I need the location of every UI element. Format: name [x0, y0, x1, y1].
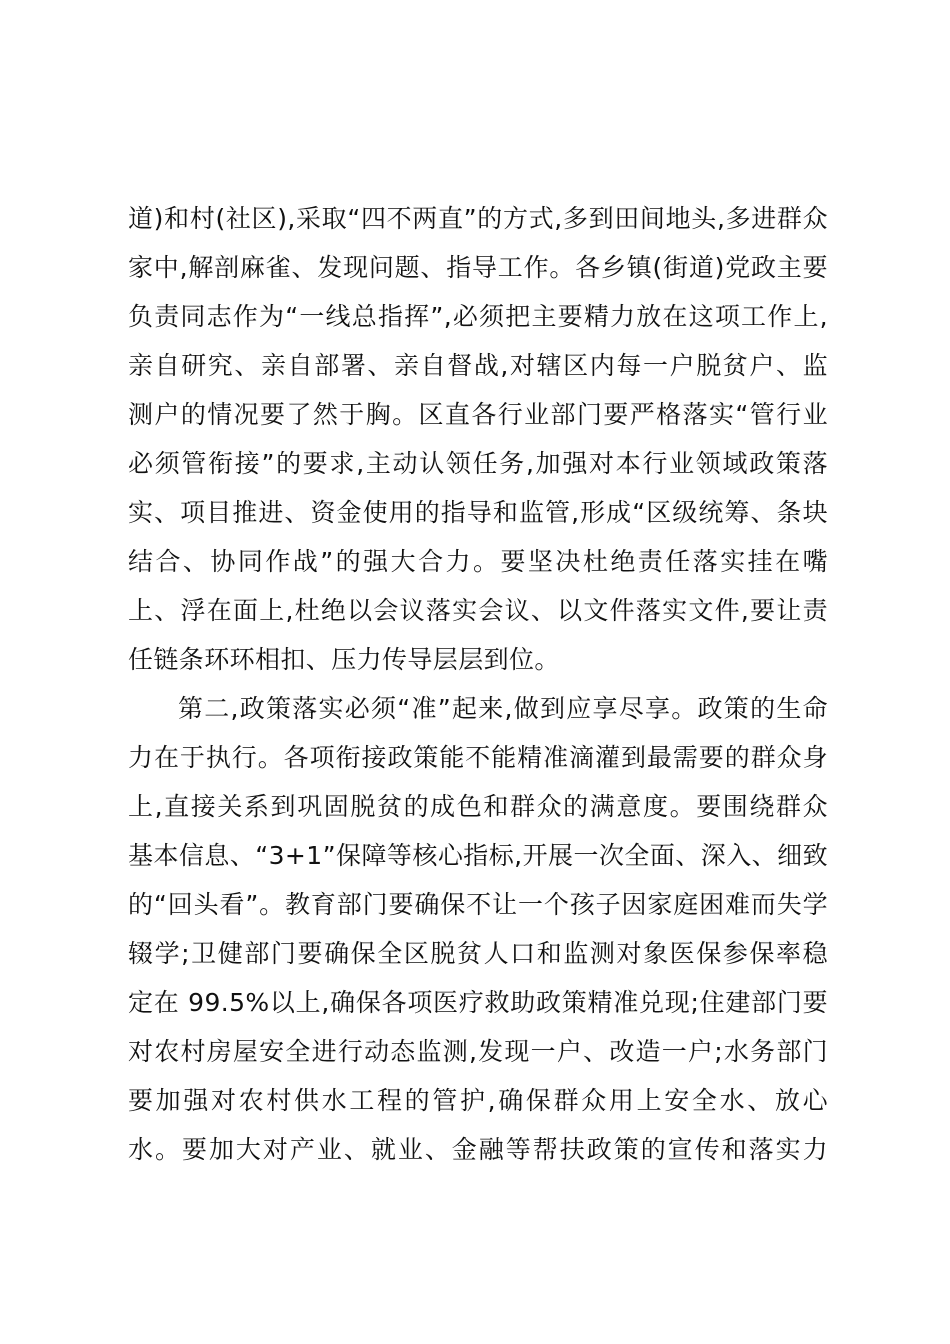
text-line: 亲自研究、亲自部署、亲自督战,对辖区内每一户脱贫户、监: [128, 351, 828, 380]
text-line: 定在 99.5%以上,确保各项医疗救助政策精准兑现;住建部门要: [128, 988, 828, 1017]
body-text: [128, 194, 828, 1174]
text-line: 实、项目推进、资金使用的指导和监管,形成“区级统筹、条块: [128, 498, 828, 527]
text-line: 测户的情况要了然于胸。区直各行业部门要严格落实“管行业: [128, 400, 828, 429]
text-line: 结合、协同作战”的强大合力。要坚决杜绝责任落实挂在嘴: [128, 547, 828, 576]
text-line: 负责同志作为“一线总指挥”,必须把主要精力放在这项工作上,: [128, 302, 828, 331]
text-line: 水。要加大对产业、就业、金融等帮扶政策的宣传和落实力: [128, 1135, 828, 1164]
text-line: 必须管衔接”的要求,主动认领任务,加强对本行业领域政策落: [128, 449, 828, 478]
text-line: 对农村房屋安全进行动态监测,发现一户、改造一户;水务部门: [128, 1037, 828, 1066]
text-line: 任链条环环相扣、压力传导层层到位。: [128, 645, 560, 674]
text-line: 基本信息、“3+1”保障等核心指标,开展一次全面、深入、细致: [128, 841, 828, 870]
text-line: 第二,政策落实必须“准”起来,做到应享尽享。政策的生命: [178, 694, 828, 723]
text-line: 辍学;卫健部门要确保全区脱贫人口和监测对象医保参保率稳: [128, 939, 828, 968]
text-line: 道)和村(社区),采取“四不两直”的方式,多到田间地头,多进群众: [128, 204, 828, 233]
text-line: 上、浮在面上,杜绝以会议落实会议、以文件落实文件,要让责: [128, 596, 828, 625]
text-line: 家中,解剖麻雀、发现问题、指导工作。各乡镇(街道)党政主要: [128, 253, 828, 282]
text-line: 的“回头看”。教育部门要确保不让一个孩子因家庭困难而失学: [128, 890, 828, 919]
text-line: 上,直接关系到巩固脱贫的成色和群众的满意度。要围绕群众: [128, 792, 828, 821]
text-line: 要加强对农村供水工程的管护,确保群众用上安全水、放心: [128, 1086, 828, 1115]
text-line: 力在于执行。各项衔接政策能不能精准滴灌到最需要的群众身: [128, 743, 828, 772]
